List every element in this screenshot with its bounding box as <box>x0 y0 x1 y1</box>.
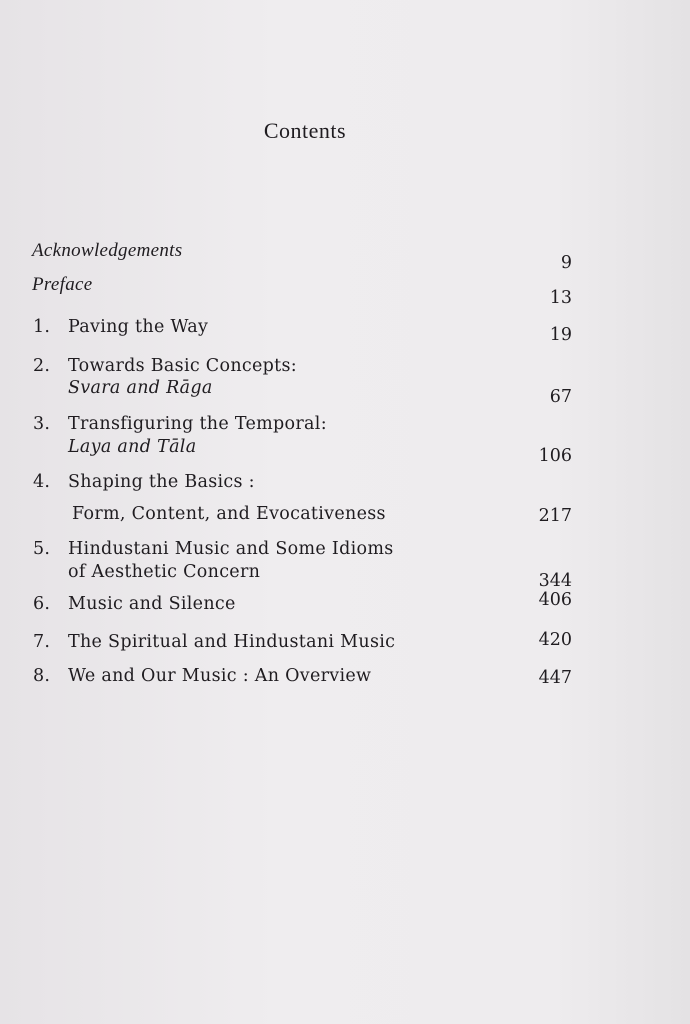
chapter-number: 2. <box>33 356 51 376</box>
chapter-subtitle: of Aesthetic Concern <box>68 562 261 582</box>
chapter-number: 6. <box>33 594 51 614</box>
chapter-number: 4. <box>33 472 51 492</box>
front-matter-acknowledgements: Acknowledgements <box>32 240 183 261</box>
chapter-page: 447 <box>538 668 572 688</box>
chapter-page: 67 <box>549 387 572 407</box>
chapter-subtitle: Laya and Tāla <box>68 437 197 457</box>
chapter-title: Transfiguring the Temporal: <box>68 414 327 434</box>
chapter-title: Music and Silence <box>68 594 236 614</box>
front-matter-preface-page: 13 <box>549 288 572 308</box>
chapter-number: 5. <box>33 539 51 559</box>
chapter-title: We and Our Music : An Overview <box>68 666 372 686</box>
chapter-title: The Spiritual and Hindustani Music <box>68 632 396 652</box>
chapter-page: 406 <box>538 590 572 610</box>
chapter-subtitle: Form, Content, and Evocativeness <box>72 504 386 524</box>
show-through-texture <box>230 140 670 173</box>
chapter-title: Shaping the Basics : <box>68 472 255 492</box>
chapter-page: 19 <box>549 325 572 345</box>
chapter-page: 344 <box>538 571 572 591</box>
chapter-number: 7. <box>33 632 51 652</box>
chapter-page: 420 <box>538 630 572 650</box>
chapter-number: 3. <box>33 414 51 434</box>
chapter-subtitle: Svara and Rāga <box>68 378 213 398</box>
chapter-title: Paving the Way <box>68 317 209 337</box>
chapter-page: 106 <box>538 446 572 466</box>
chapter-title: Hindustani Music and Some Idioms <box>68 539 394 559</box>
front-matter-preface: Preface <box>32 274 93 295</box>
chapter-page: 217 <box>538 506 572 526</box>
contents-heading: Contents <box>263 118 347 143</box>
chapter-number: 1. <box>33 317 51 337</box>
front-matter-acknowledgements-page: 9 <box>560 253 572 273</box>
chapter-number: 8. <box>33 666 51 686</box>
chapter-title: Towards Basic Concepts: <box>68 356 297 376</box>
